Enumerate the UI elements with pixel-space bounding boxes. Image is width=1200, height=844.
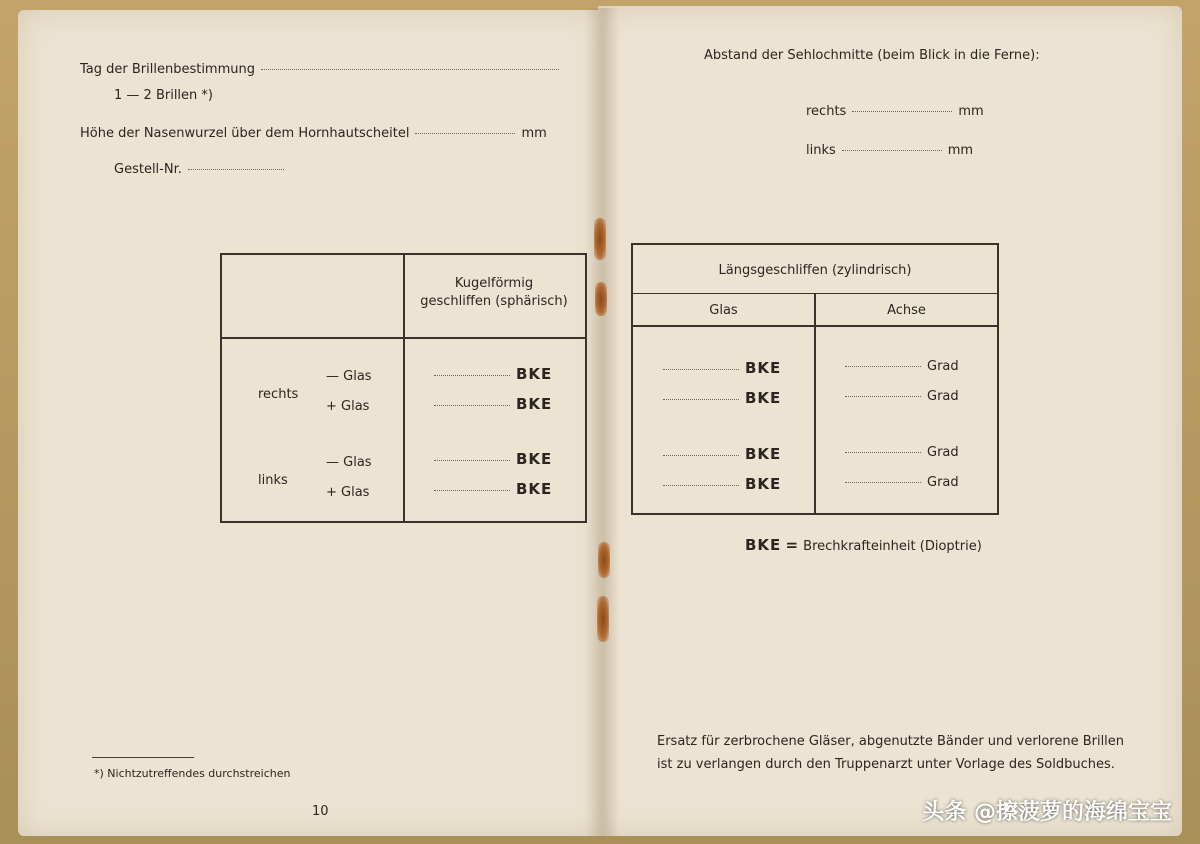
fill-in-line [415,133,515,134]
bke-entry [428,450,552,468]
distance-right-label: rechts [806,104,847,119]
grad-entry [839,445,959,460]
fill-in-line [434,375,510,376]
fill-in-line [434,460,510,461]
grad-entry [839,389,959,404]
bke-entry [428,480,552,498]
fill-in-line [842,150,942,151]
footnote: *) Nichtzutreffendes durchstreichen [94,767,291,780]
cylindrical-header: Längsgeschliffen (zylindrisch) [718,263,912,278]
grad-unit: Grad [927,359,959,374]
glasses-count-label: 1 — 2 Brillen *) [114,88,213,103]
grad-unit: Grad [927,475,959,490]
frame-number-text: Gestell-Nr. [114,162,182,177]
pupil-distance-title: Abstand der Sehlochmitte (beim Blick in die Ferne): [704,48,1040,63]
binding-stitch [597,596,609,642]
fill-in-line [434,405,510,406]
distance-left-row [806,143,973,158]
fill-in-line [434,490,510,491]
fill-in-line [663,369,739,370]
spherical-lens-table [220,253,587,523]
column-achse: Achse [887,303,926,318]
binding-stitch [594,218,606,260]
bke-unit: BKE [745,445,782,463]
binding-stitch [598,542,610,578]
equals-sign: = [785,536,800,554]
grad-entry [839,359,959,374]
binding-stitch [595,282,607,316]
fill-in-line [845,482,921,483]
grad-entry [839,475,959,490]
fill-in-line [845,366,921,367]
table-divider [222,337,585,339]
footnote-divider [92,757,194,758]
date-of-glasses-label [80,62,565,77]
bke-unit: BKE [516,480,553,498]
bke-entry [657,359,781,377]
fill-in-line [261,69,559,70]
booklet-gutter [585,8,619,836]
grad-unit: Grad [927,389,959,404]
replacement-note-line-1: Ersatz für zerbrochene Gläser, abgenutzte Bänder und verlorene Brillen [657,734,1125,749]
bke-legend [745,536,982,554]
distance-right-row [806,104,984,119]
fill-in-line [663,399,739,400]
lens-minus-glas: — Glas [326,455,372,470]
bke-unit: BKE [516,450,553,468]
side-label-rechts: rechts [258,387,299,402]
bke-unit: BKE [745,389,782,407]
nasal-root-height-label [80,126,547,141]
bke-entry [657,389,781,407]
unit-mm: mm [947,143,974,158]
page-number: 10 [312,804,329,819]
bke-definition: Brechkrafteinheit (Dioptrie) [803,539,982,554]
bke-unit: BKE [516,365,553,383]
bke-entry [428,395,552,413]
fill-in-line [845,452,921,453]
bke-entry [657,475,781,493]
lens-minus-glas: — Glas [326,369,372,384]
column-glas: Glas [709,303,738,318]
fill-in-line [188,169,284,170]
side-label-links: links [258,473,288,488]
lens-plus-glas: + Glas [326,399,370,414]
bke-abbr: BKE [745,536,782,554]
lens-plus-glas: + Glas [326,485,370,500]
fill-in-line [663,485,739,486]
date-label-text: Tag der Brillenbestimmung [80,62,255,77]
bke-unit: BKE [516,395,553,413]
frame-number-label [114,162,290,177]
bke-unit: BKE [745,359,782,377]
unit-mm: mm [958,104,984,119]
spherical-header: Kugelförmig geschliffen (sphärisch) [420,276,568,309]
watermark-text: 头条 @擦菠萝的海绵宝宝 [922,800,1172,825]
grad-unit: Grad [927,445,959,460]
unit-mm: mm [521,126,547,141]
bke-unit: BKE [745,475,782,493]
bke-entry [657,445,781,463]
fill-in-line [845,396,921,397]
bke-entry [428,365,552,383]
nasal-root-text: Höhe der Nasenwurzel über dem Hornhautscheitel [80,126,410,141]
distance-left-label: links [806,143,836,158]
cylindrical-lens-table [631,243,999,515]
table-divider [403,255,405,521]
table-divider [814,293,816,513]
replacement-note-line-2: ist zu verlangen durch den Truppenarzt unter Vorlage des Soldbuches. [657,757,1115,772]
fill-in-line [663,455,739,456]
fill-in-line [852,111,952,112]
